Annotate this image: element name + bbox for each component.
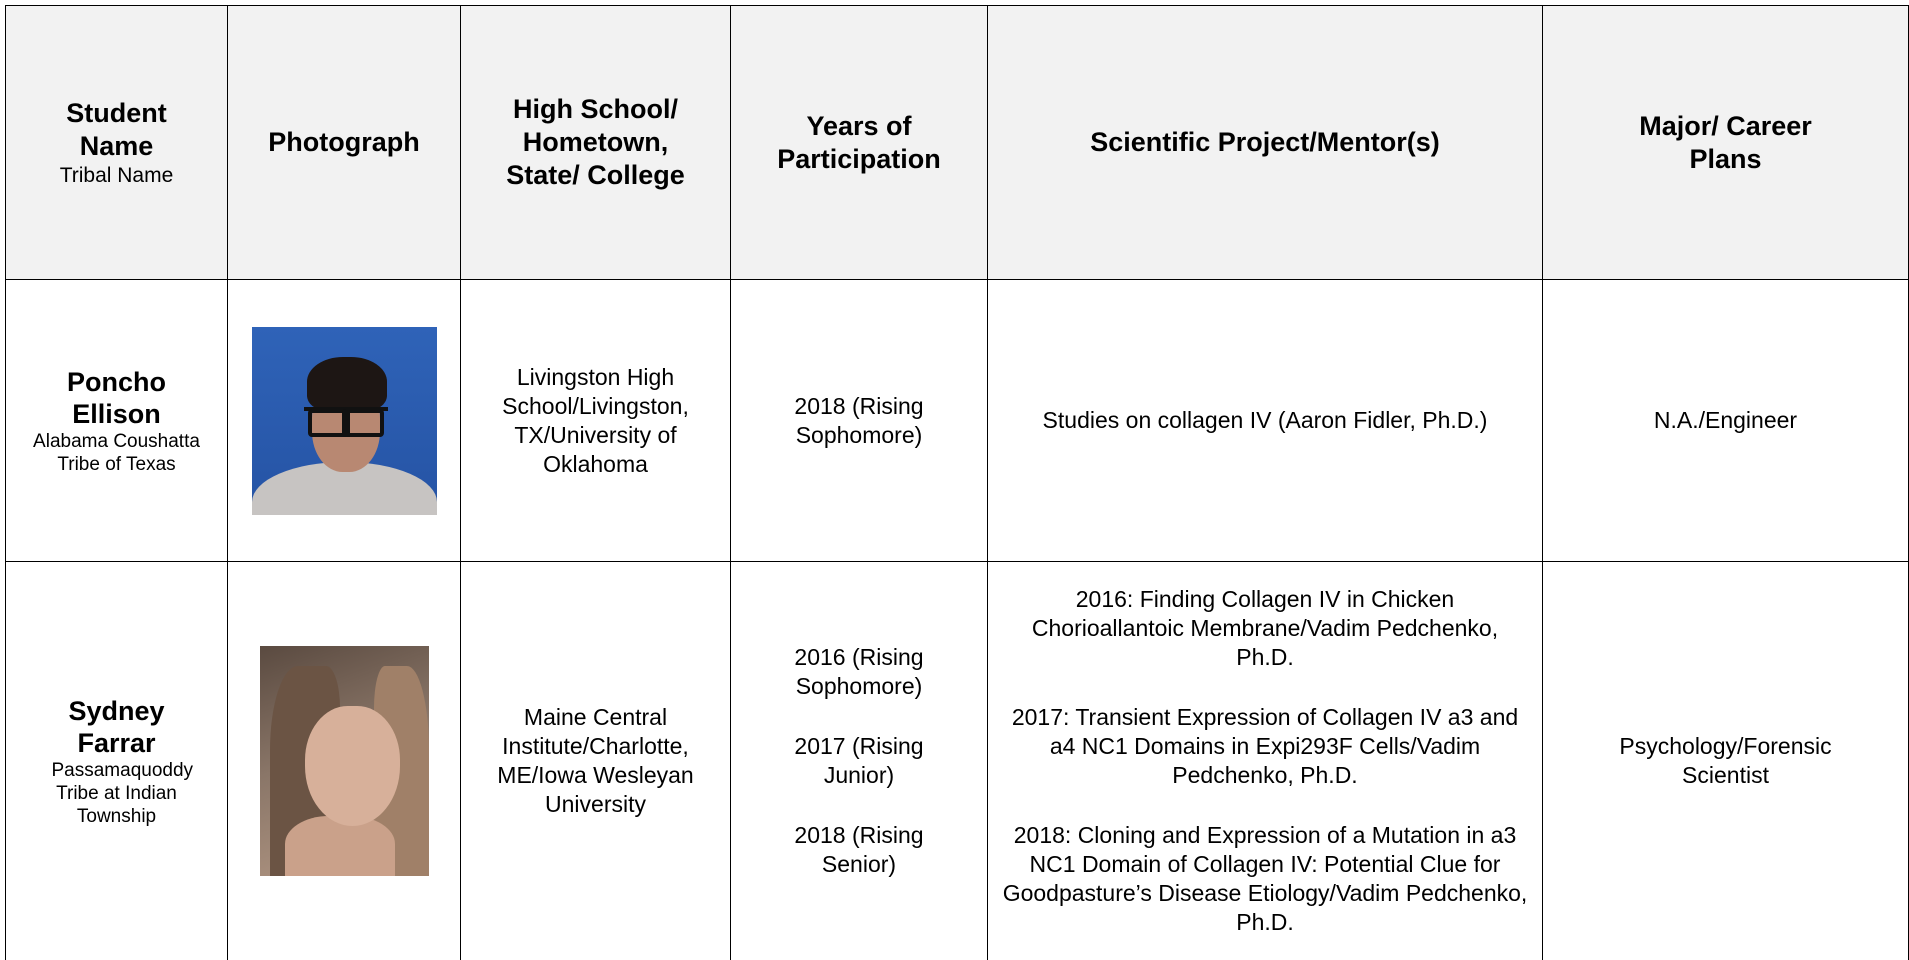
student-name: Poncho Ellison <box>62 366 172 430</box>
header-school <box>461 6 731 280</box>
student-photo <box>260 646 429 876</box>
header-major <box>1543 6 1909 280</box>
years-item: 2018 (Rising Senior) <box>779 821 939 879</box>
student-name: Sydney Farrar <box>62 695 172 759</box>
school-cell <box>461 562 731 960</box>
header-major-label: Major/ Career Plans <box>1636 110 1816 176</box>
header-years-label: Years of Participation <box>764 110 954 176</box>
header-row <box>6 6 1909 280</box>
table-row <box>6 562 1909 960</box>
header-school-label: High School/ Hometown, State/ College <box>488 93 703 192</box>
major-cell <box>1543 280 1909 562</box>
header-student-name <box>6 6 228 280</box>
photo-cell <box>228 562 461 960</box>
major-text: Psychology/Forensic Scientist <box>1596 732 1856 790</box>
school-cell <box>461 280 731 562</box>
student-name-cell <box>6 562 228 960</box>
project-cell <box>988 280 1543 562</box>
project-item: 2018: Cloning and Expression of a Mutation in a3 NC1 Domain of Collagen IV: Potential Clue for Goodpasture’s Disease Etiology/Vadim Pedchenko, Ph.D. <box>1000 821 1530 937</box>
project-item: Studies on collagen IV (Aaron Fidler, Ph.D.) <box>996 406 1534 435</box>
header-project: Scientific Project/Mentor(s) <box>988 6 1543 280</box>
table-row <box>6 280 1909 562</box>
students-table <box>5 5 1909 960</box>
project-item: 2017: Transient Expression of Collagen IV a3 and a4 NC1 Domains in Expi293F Cells/Vadim Pedchenko, Ph.D. <box>1010 703 1520 790</box>
header-tribal-name: Tribal Name <box>10 163 223 189</box>
years-item: 2017 (Rising Junior) <box>779 732 939 790</box>
years-cell <box>731 280 988 562</box>
header-student-name-title: Student Name <box>62 97 172 163</box>
major-text: N.A./Engineer <box>1654 407 1797 433</box>
header-years <box>731 6 988 280</box>
years-item: 2018 (Rising Sophomore) <box>779 392 939 450</box>
tribal-name: Alabama Coushatta Tribe of Texas <box>32 430 202 476</box>
school-text: Livingston High School/Livingston, TX/University of Oklahoma <box>488 363 703 479</box>
student-photo <box>252 327 437 515</box>
major-cell <box>1543 562 1909 960</box>
school-text: Maine Central Institute/Charlotte, ME/Iowa Wesleyan University <box>483 703 708 819</box>
project-item: 2016: Finding Collagen IV in Chicken Chorioallantoic Membrane/Vadim Pedchenko, Ph.D. <box>1030 585 1500 672</box>
years-cell <box>731 562 988 960</box>
project-cell <box>988 562 1543 960</box>
years-item: 2016 (Rising Sophomore) <box>779 643 939 701</box>
student-name-cell <box>6 280 228 562</box>
photo-cell <box>228 280 461 562</box>
header-photograph: Photograph <box>228 6 461 280</box>
tribal-name: Passamaquoddy Tribe at Indian Township <box>52 759 182 828</box>
